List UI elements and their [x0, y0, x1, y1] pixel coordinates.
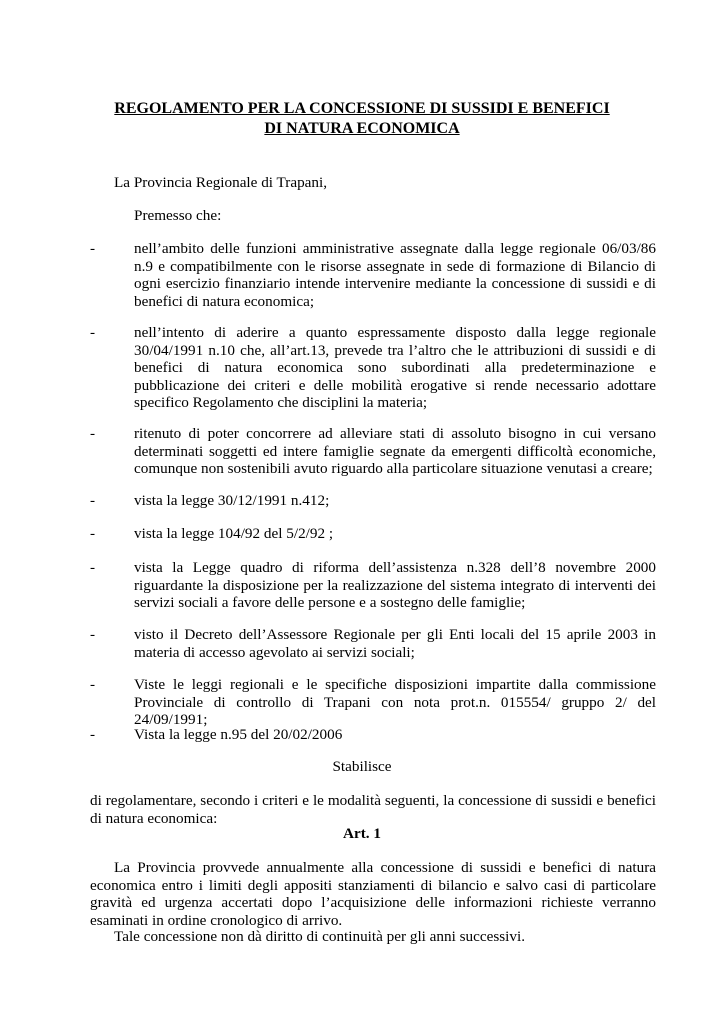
list-item-text: vista la Legge quadro di riforma dell’assistenza n.328 dell’8 novembre 2000 riguardante la disposizione per la realizzazione del sistema integrato di interventi dei servizi sociali a favore delle persone e a sostegno delle famiglie; — [134, 559, 656, 611]
bullet-dash: - — [90, 626, 96, 643]
bullet-dash: - — [90, 240, 96, 257]
list-item-text: vista la legge 30/12/1991 n.412; — [134, 492, 330, 509]
list-item-text: nell’ambito delle funzioni amministrative assegnate dalla legge regionale 06/03/86 n.9 e compatibilmente con le risorse assegnate in sede di formazione di Bilancio di ogni esercizio finanziario intende intervenire mediante la concessione di sussidi e di benefici di natura economica; — [134, 240, 656, 310]
list-item-text: nell’intento di aderire a quanto espressamente disposto dalla legge regionale 30/04/1991 n.10 che, all’art.13, prevede tra l’altro che le attribuzioni di sussidi e di benefici di natura economica sono subordinati alla predeterminazione e pubblicazione dei criteri e delle mobilità erogative si rende necessario adottare specifico Regolamento che disciplini la materia; — [134, 324, 656, 411]
article-paragraph: Tale concessione non dà diritto di continuità per gli anni successivi. — [114, 928, 526, 945]
bullet-dash: - — [90, 559, 96, 576]
article-heading: Art. 1 — [343, 825, 381, 842]
bullet-dash: - — [90, 492, 96, 509]
list-item-text: Viste le leggi regionali e le specifiche disposizioni impartite dalla commissione Provinciale di controllo di Trapani con nota prot.n. 015554/ gruppo 2/ del 24/09/1991; — [134, 676, 656, 728]
article-paragraph: La Provincia provvede annualmente alla concessione di sussidi e benefici di natura economica entro i limiti degli appositi stanziamenti di bilancio e salvo casi di particolare gravità ed urgenza accertati dopo l’acquisizione delle informazioni richieste verranno esaminati in ordine cronologico di arrivo. — [90, 859, 656, 929]
stabilisce-heading: Stabilisce — [332, 758, 392, 775]
title-line-1: REGOLAMENTO PER LA CONCESSIONE DI SUSSIDI E BENEFICI — [114, 100, 610, 117]
list-item-text: Vista la legge n.95 del 20/02/2006 — [134, 726, 343, 743]
list-item-text: vista la legge 104/92 del 5/2/92 ; — [134, 525, 334, 542]
title-line-2: DI NATURA ECONOMICA — [264, 120, 460, 137]
bullet-dash: - — [90, 726, 96, 743]
regolamentare-paragraph: di regolamentare, secondo i criteri e le modalità seguenti, la concessione di sussidi e benefici di natura economica: — [90, 792, 656, 827]
document-title — [0, 99, 724, 139]
bullet-dash: - — [90, 425, 96, 442]
intro-line: La Provincia Regionale di Trapani, — [114, 174, 328, 191]
list-item-text: visto il Decreto dell’Assessore Regionale per gli Enti locali del 15 aprile 2003 in materia di accesso agevolato ai servizi sociali; — [134, 626, 656, 661]
bullet-dash: - — [90, 676, 96, 693]
bullet-dash: - — [90, 324, 96, 341]
list-item-text: ritenuto di poter concorrere ad alleviare stati di assoluto bisogno in cui versano determinati soggetti ed intere famiglie segnate da emergenti difficoltà economiche, comunque non sostenibili avuto riguardo alla particolare situazione venutasi a creare; — [134, 425, 656, 477]
premesso-line: Premesso che: — [134, 207, 222, 224]
bullet-dash: - — [90, 525, 96, 542]
